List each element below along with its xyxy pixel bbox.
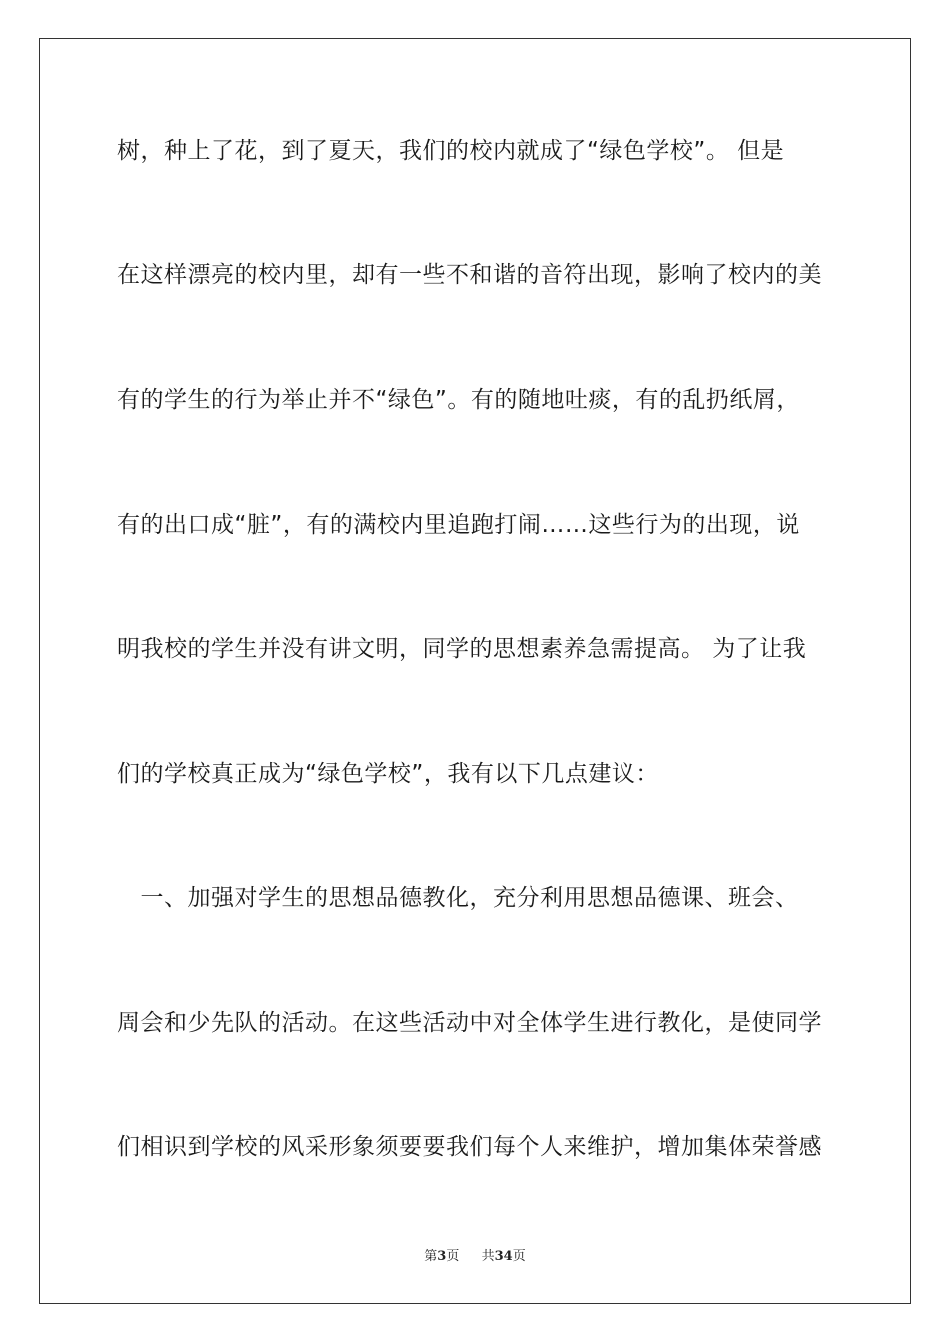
body-text-line-3: 有的学生的行为举止并不“绿色”。有的随地吐痰，有的乱扔纸屑， <box>117 387 800 413</box>
body-text-line-5: 明我校的学生并没有讲文明，同学的思想素养急需提高。 为了让我 <box>117 636 807 662</box>
body-text-line-6: 们的学校真正成为“绿色学校”，我有以下几点建议： <box>117 761 659 787</box>
body-text-line-1: 树，种上了花，到了夏天，我们的校内就成了“绿色学校”。 但是 <box>117 138 785 164</box>
body-text-line-2: 在这样漂亮的校内里，却有一些不和谐的音符出现，影响了校内的美 <box>117 262 822 288</box>
page-footer <box>0 1248 950 1266</box>
page-border <box>39 38 911 1304</box>
page-total: 共34页 <box>481 1249 526 1264</box>
page-number: 第3页 <box>424 1249 460 1264</box>
body-text-line-4: 有的出口成“脏”，有的满校内里追跑打闹……这些行为的出现，说 <box>117 512 800 538</box>
body-text-line-7: 一、加强对学生的思想品德教化，充分利用思想品德课、班会、 <box>117 885 799 911</box>
body-text-line-8: 周会和少先队的活动。在这些活动中对全体学生进行教化，是使同学 <box>117 1010 822 1036</box>
body-text-line-9: 们相识到学校的风采形象须要要我们每个人来维护，增加集体荣誉感 <box>117 1134 822 1160</box>
